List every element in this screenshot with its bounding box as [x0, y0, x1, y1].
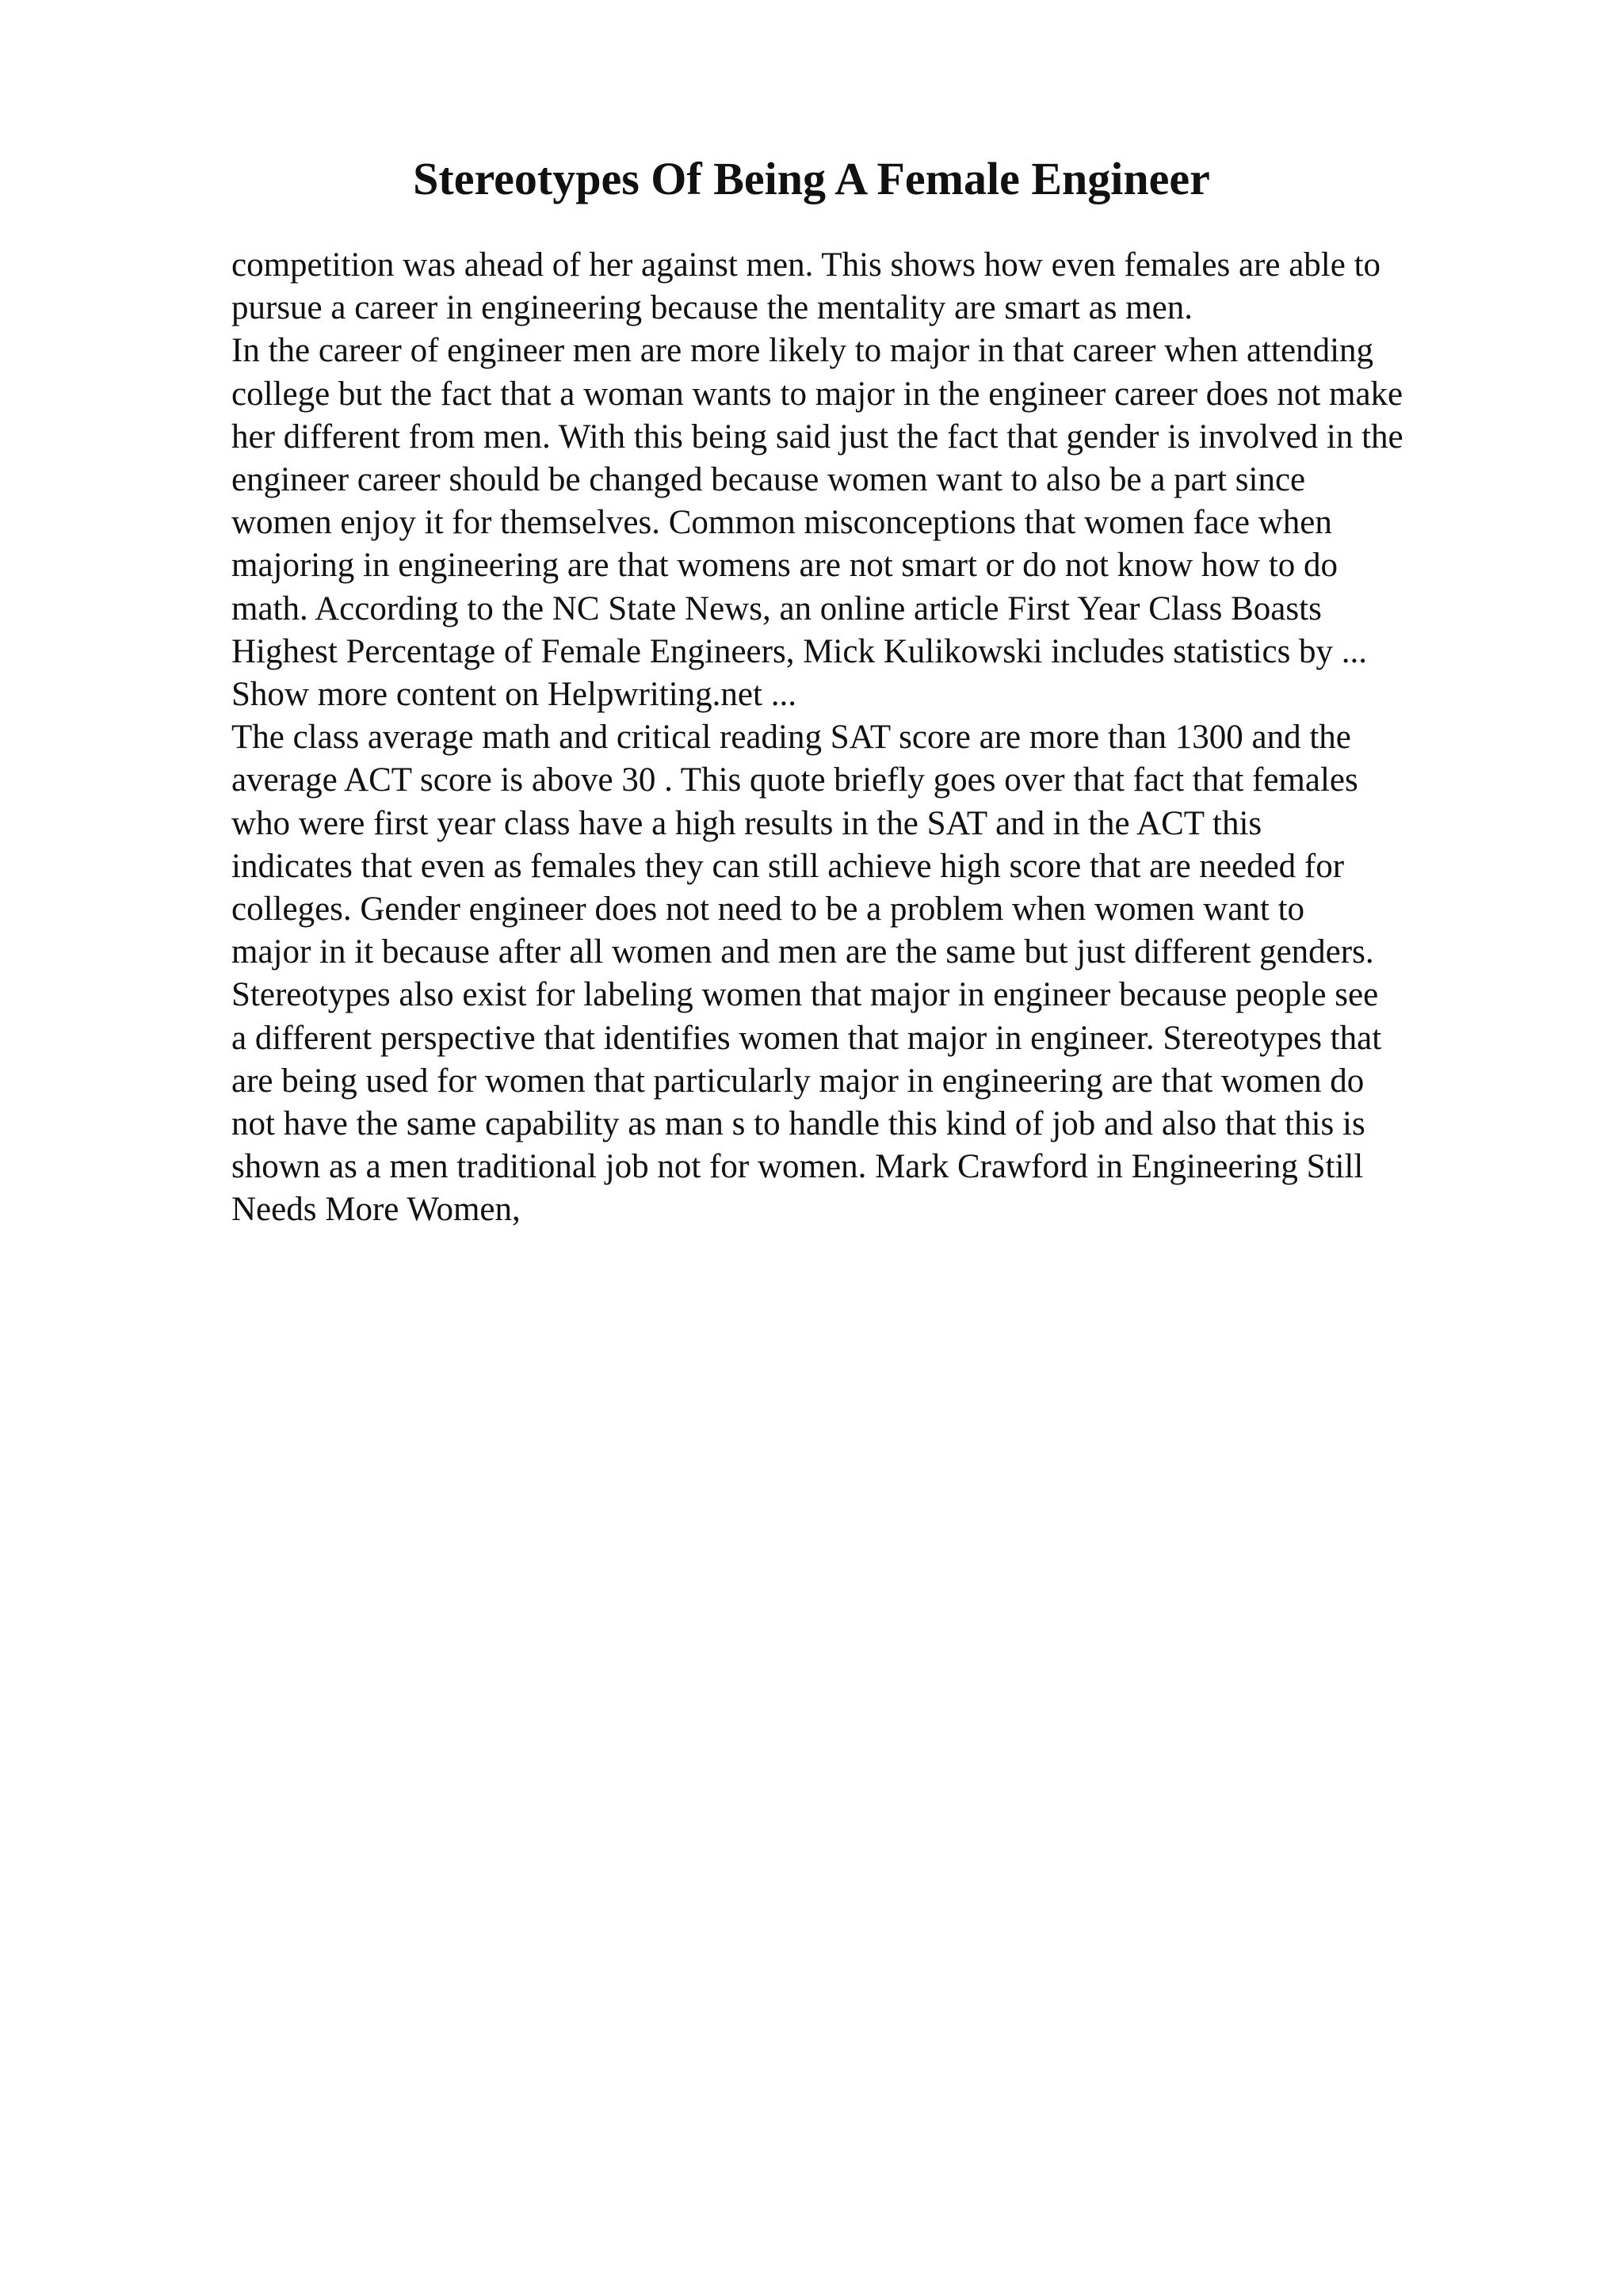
text-line: a different perspective that identifies women that major in engineer. Stereotypes that — [231, 1019, 1382, 1057]
text-line: who were first year class have a high results in the SAT and in the ACT this — [231, 804, 1262, 842]
text-line: women enjoy it for themselves. Common misconceptions that women face when — [231, 504, 1332, 542]
text-line: In the career of engineer men are more likely to major in that career when attending — [231, 332, 1374, 370]
text-line: competition was ahead of her against men. This shows how even females are able to — [231, 246, 1381, 284]
text-line: indicates that even as females they can still achieve high score that are needed for — [231, 847, 1345, 885]
text-line: her different from men. With this being said just the fact that gender is involved in the — [231, 418, 1403, 456]
text-line: major in it because after all women and men are the same but just different genders. — [231, 933, 1374, 971]
text-line: majoring in engineering are that womens are not smart or do not know how to do — [231, 547, 1338, 585]
document-body — [231, 244, 1515, 1232]
text-line: average ACT score is above 30 . This quote briefly goes over that fact that females — [231, 761, 1358, 799]
text-line: Highest Percentage of Female Engineers, Mick Kulikowski includes statistics by ... — [231, 632, 1368, 670]
text-line: college but the fact that a woman wants to major in the engineer career does not make — [231, 375, 1403, 413]
text-line: Needs More Women, — [231, 1191, 521, 1229]
text-line: Stereotypes also exist for labeling women that major in engineer because people see — [231, 976, 1379, 1014]
show-more-link-line[interactable]: Show more content on Helpwriting.net ... — [231, 676, 796, 714]
text-line: pursue a career in engineering because the mentality are smart as men. — [231, 289, 1193, 327]
text-line: are being used for women that particularly major in engineering are that women do — [231, 1062, 1365, 1100]
document-title: Stereotypes Of Being A Female Engineer — [413, 153, 1210, 204]
text-line: not have the same capability as man s to handle this kind of job and also that this is — [231, 1105, 1365, 1143]
text-line: math. According to the NC State News, an online article First Year Class Boasts — [231, 589, 1322, 627]
text-line: colleges. Gender engineer does not need to be a problem when women want to — [231, 891, 1305, 929]
text-line: The class average math and critical reading SAT score are more than 1300 and the — [231, 719, 1351, 757]
text-line: shown as a men traditional job not for women. Mark Crawford in Engineering Still — [231, 1148, 1364, 1186]
text-line: engineer career should be changed because women want to also be a part since — [231, 461, 1306, 499]
